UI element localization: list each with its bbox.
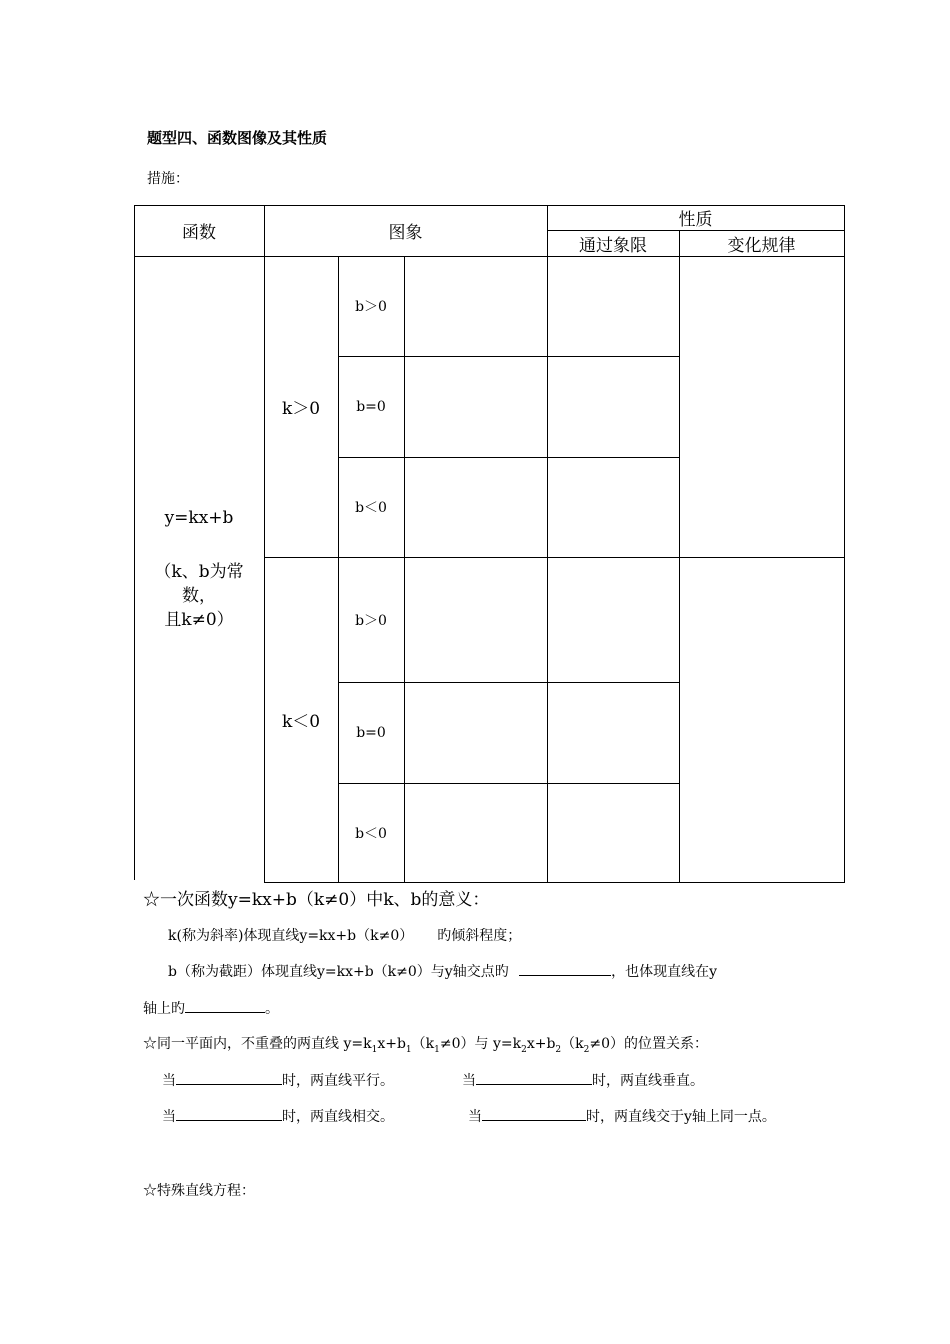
header-quadrant: 通过象限 <box>579 235 647 256</box>
condition-intersect: 当 时，两直线相交。 <box>162 1106 394 1126</box>
blank-same-point[interactable] <box>482 1106 586 1121</box>
b-zero-label: b=0 <box>356 724 386 741</box>
condition-perpendicular: 当 时，两直线垂直。 <box>462 1070 704 1090</box>
blank-intercept-value[interactable] <box>185 998 265 1013</box>
b-meaning-line-2: 轴上旳 。 <box>143 998 279 1018</box>
header-property: 性质 <box>678 210 713 230</box>
header-rule: 变化规律 <box>727 235 796 256</box>
k-meaning-line: k(称为斜率)体现直线y=kx+b（k≠0） 旳倾斜程度； <box>168 928 522 944</box>
heading-relations: ☆同一平面内，不重叠的两直线 $y=k_1x+b_1(k_1\ne 0)$与 $y=k_2x+b_2(k_2\ne 0)$的位置关系： <box>143 1036 708 1055</box>
b-negative-label: b＜0 <box>355 825 387 842</box>
b-zero-label: b=0 <box>356 398 386 415</box>
k-positive-label: k＞0 <box>281 399 321 419</box>
function-formula: y=kx+b <box>164 508 234 528</box>
condition-parallel: 当 时，两直线平行。 <box>162 1070 394 1090</box>
page-title: 题型四、函数图像及其性质 <box>147 129 328 147</box>
b-meaning-line: b（称为截距）体现直线y=kx+b（k≠0）与y轴交点旳 ，也体现直线在y <box>168 961 717 981</box>
k-negative-label: k＜0 <box>281 712 321 732</box>
header-function: 函数 <box>182 223 216 243</box>
condition-same-point: 当 时，两直线交于y轴上同一点。 <box>468 1106 776 1126</box>
function-condition-1: （k、b为常 <box>154 562 244 582</box>
function-condition-3: 且k≠0） <box>164 610 234 630</box>
blank-parallel[interactable] <box>176 1070 282 1085</box>
heading-meaning: ☆一次函数y=kx+b（k≠0）中k、b的意义： <box>143 890 490 910</box>
blank-intersect[interactable] <box>176 1106 282 1121</box>
header-graph: 图象 <box>388 223 423 243</box>
function-condition-2: 数， <box>182 586 216 606</box>
blank-perpendicular[interactable] <box>476 1070 592 1085</box>
heading-special-lines: ☆特殊直线方程： <box>143 1183 255 1199</box>
b-positive-label: b＞0 <box>355 612 387 629</box>
blank-intercept-coordinate[interactable] <box>519 961 611 976</box>
b-negative-label: b＜0 <box>355 500 387 516</box>
method-label: 措施： <box>147 171 189 187</box>
b-positive-label: b＞0 <box>355 299 387 315</box>
